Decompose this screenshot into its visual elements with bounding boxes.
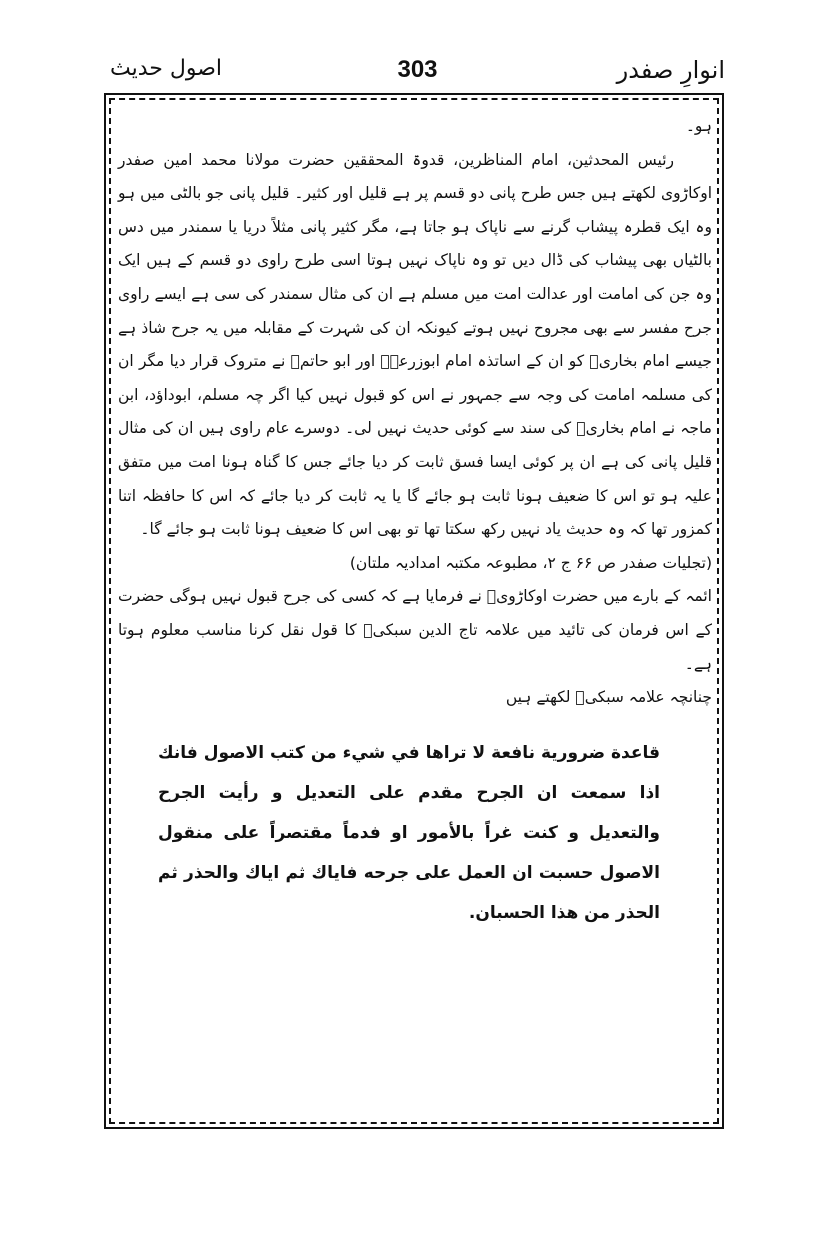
book-title: انوارِ صفدر xyxy=(616,56,725,84)
citation: (تجلیات صفدر ص ۶۶ ج ۲، مطبوعہ مکتبہ امدادیہ ملتان) xyxy=(349,553,712,572)
paragraph-subki-intro: چنانچہ علامہ سبکیؒ لکھتے ہیں xyxy=(505,688,712,707)
text-line: ہو۔ xyxy=(685,117,712,135)
paragraph-aimma: ائمہ کے بارے میں حضرت اوکاڑویؒ نے فرمایا ہے کہ کسی کی جرح قبول نہیں ہوگی حضرت کے اس فرمان کی تائید میں علامہ تاج الدین سبکیؒ کا قول نقل کرنا مناسب معلوم ہوتا ہے۔ xyxy=(118,587,712,673)
page-body xyxy=(118,110,712,933)
arabic-quote: قاعدة ضرورية نافعة لا تراها في شيء من كتب الاصول فانك اذا سمعت ان الجرح مقدم على التعديل و رأيت الجرح والتعديل و كنت غراً بالأمور او فدماً مقتصراً على منقول الاصول حسبت ان العمل على جرحه فاياك ثم اياك والحذر ثم الحذر من هذا الحسبان. xyxy=(158,742,660,923)
page-header xyxy=(110,52,725,92)
paragraph-quote-okarvi: رئیس المحدثین، امام المناظرین، قدوۃ المحققین حضرت مولانا محمد امین صفدر اوکاڑوی لکھتے ہیں جس طرح پانی دو قسم پر ہے قلیل اور کثیر۔ قلیل پانی جو بالٹی میں ہو وہ ایک قطرہ پیشاب گرنے سے ناپاک ہو جاتا ہے، مگر کثیر پانی مثلاً دریا یا سمندر میں دس بالٹیاں بھی پیشاب کی ڈال دیں تو وہ ناپاک نہیں ہوتا اسی طرح راوی دو قسم کے ہیں ایک وہ جن کی امامت اور عدالت امت میں مسلم ہے ان کی مثال سمندر کی سی ہے ایسے راوی جرح مفسر سے بھی مجروح نہیں ہوتے کیونکہ ان کی شہرت کے مقابلہ میں یہ جرح شاذ ہے جیسے امام بخاریؒ کو ان کے اساتذہ امام ابوزرعہؒ اور ابو حاتمؒ نے متروک قرار دیا مگر ان کی مسلمہ امامت کی وجہ سے جمہور نے اس کو قبول نہیں کیا اگر چہ مسلم، ابوداؤد، ابن ماجہ نے امام بخاریؒ کی سند سے کوئی حدیث نہیں لی۔ دوسرے عام راوی ہیں ان کی مثال قلیل پانی کی ہے ان پر کوئی ایسا فسق ثابت کر دیا جائے جس کا گناہ ہونا امت میں متفق علیہ ہو تو اس کا ضعیف ہونا ثابت ہو جائے گا یا یہ ثابت کر دیا جائے کہ اس کا حافظہ اتنا کمزور تھا کہ وہ حدیث یاد نہیں رکھ سکتا تھا تو بھی اس کا ضعیف ہونا ثابت ہو جائے گا۔ xyxy=(118,150,712,539)
page-number: 303 xyxy=(397,56,438,83)
chapter-title: اصول حدیث xyxy=(110,56,223,81)
